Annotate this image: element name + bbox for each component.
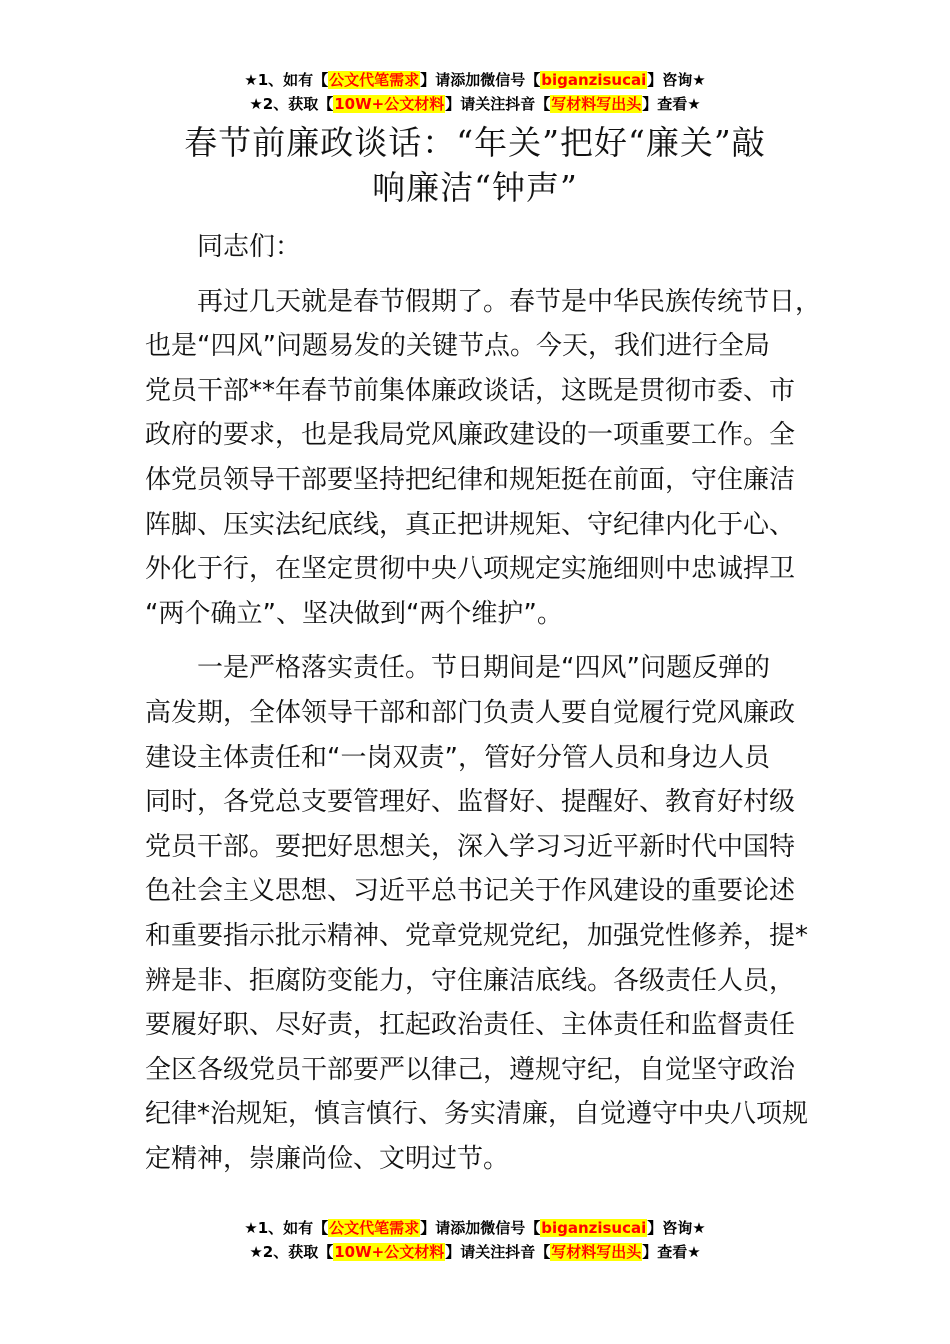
paragraph-1 — [145, 280, 835, 637]
paragraph-line: 色社会主义思想、习近平总书记关于作风建设的重要论述 — [145, 876, 796, 907]
paragraph-line: 再过几天就是春节假期了。春节是中华民族传统节日， — [197, 286, 822, 317]
banner-line-2 — [0, 92, 950, 116]
salutation: 同志们： — [197, 232, 302, 262]
document-title — [150, 120, 800, 210]
paragraph-2 — [145, 646, 835, 1181]
banner-text: ★2、获取【 — [249, 1243, 334, 1261]
banner-highlight: 写材料写出头 — [551, 1243, 642, 1261]
title-line-2: 响廉洁“钟声” — [372, 168, 578, 207]
banner-text: 】咨询★ — [647, 71, 706, 89]
paragraph-line: 阵脚、压实法纪底线，真正把讲规矩、守纪律内化于心、 — [145, 509, 796, 540]
banner-text: 】查看★ — [642, 95, 701, 113]
banner-text: 】咨询★ — [647, 1219, 706, 1237]
paragraph-line: 政府的要求，也是我局党风廉政建设的一项重要工作。全 — [145, 420, 796, 451]
paragraph-line: 体党员领导干部要坚持把纪律和规矩挺在前面，守住廉洁 — [145, 464, 796, 495]
footer-banner — [0, 1216, 950, 1264]
paragraph-line: 高发期，全体领导干部和部门负责人要自觉履行党风廉政 — [145, 697, 796, 728]
banner-text: 】请关注抖音【 — [445, 95, 551, 113]
paragraph-line: 辨是非、拒腐防变能力，守住廉洁底线。各级责任人员， — [145, 965, 796, 996]
paragraph-line: 外化于行，在坚定贯彻中央八项规定实施细则中忠诚捍卫 — [145, 554, 796, 585]
paragraph-line: 党员干部。要把好思想关，深入学习习近平新时代中国特 — [145, 831, 796, 862]
paragraph-line: “两个确立”、坚决做到“两个维护”。 — [145, 598, 563, 629]
banner-highlight: biganzisucai — [541, 1219, 647, 1237]
paragraph-line: 定精神，崇廉尚俭、文明过节。 — [145, 1143, 510, 1174]
paragraph-line: 同时，各党总支要管理好、监督好、提醒好、教育好村级 — [145, 787, 796, 818]
paragraph-line: 也是“四风”问题易发的关键节点。今天，我们进行全局 — [145, 331, 770, 362]
banner-line-1 — [0, 68, 950, 92]
banner-highlight: 写材料写出头 — [551, 95, 642, 113]
paragraph-line: 全区各级党员干部要严以律己，遵规守纪，自觉坚守政治 — [145, 1054, 796, 1085]
banner-highlight: biganzisucai — [541, 71, 647, 89]
paragraph-line: 要履好职、尽好责，扛起政治责任、主体责任和监督责任 — [145, 1010, 796, 1041]
banner-text: ★2、获取【 — [249, 95, 334, 113]
paragraph-line: 纪律*治规矩，慎言慎行、务实清廉，自觉遵守中央八项规 — [145, 1099, 809, 1130]
paragraph-line: 党员干部**年春节前集体廉政谈话，这既是贯彻市委、市 — [145, 375, 796, 406]
paragraph-line: 和重要指示批示精神、党章党规党纪，加强党性修养，提* — [145, 920, 809, 951]
document-body — [145, 225, 835, 1181]
banner-highlight: 公文代笔需求 — [329, 71, 420, 89]
paragraph-line: 建设主体责任和“一岗双责”，管好分管人员和身边人员 — [145, 742, 770, 773]
banner-line-2 — [0, 1240, 950, 1264]
banner-text: ★1、如有【 — [244, 71, 329, 89]
banner-highlight: 10W+公文材料 — [334, 1243, 445, 1261]
title-line-1: 春节前廉政谈话：“年关”把好“廉关”敲 — [184, 123, 766, 162]
banner-text: 】请关注抖音【 — [445, 1243, 551, 1261]
banner-text: 】请添加微信号【 — [420, 71, 541, 89]
header-banner — [0, 68, 950, 116]
banner-text: ★1、如有【 — [244, 1219, 329, 1237]
banner-text: 】请添加微信号【 — [420, 1219, 541, 1237]
banner-highlight: 10W+公文材料 — [334, 95, 445, 113]
banner-text: 】查看★ — [642, 1243, 701, 1261]
banner-highlight: 公文代笔需求 — [329, 1219, 420, 1237]
paragraph-line: 一是严格落实责任。节日期间是“四风”问题反弹的 — [197, 653, 770, 684]
banner-line-1 — [0, 1216, 950, 1240]
